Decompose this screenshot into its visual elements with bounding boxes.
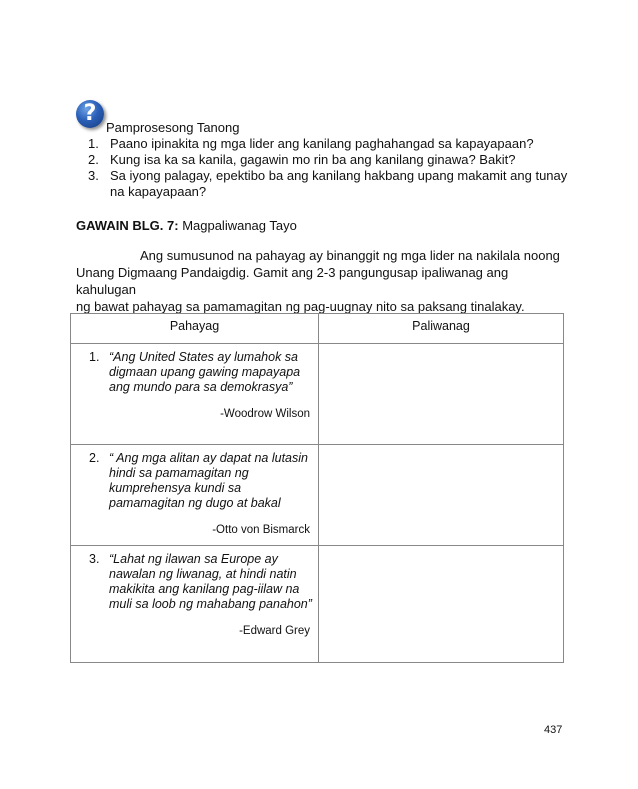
activity-heading	[76, 218, 297, 233]
question-number: 1.	[88, 136, 99, 151]
processing-questions-list	[88, 136, 568, 200]
question-text: Paano ipinakita ng mga lider ang kanilang paghahangad sa kapayapaan?	[110, 136, 534, 151]
question-mark-icon: ?	[76, 100, 104, 128]
processing-questions-title: Pamprosesong Tanong	[106, 120, 240, 135]
quote-number: 3.	[89, 552, 100, 566]
table-row	[71, 445, 564, 546]
quote-number: 2.	[89, 451, 100, 465]
question-number: 3.	[88, 168, 99, 183]
quotes-table	[70, 313, 564, 663]
quote-text: “Lahat ng ilawan sa Europe ay nawalan ng liwanag, at hindi natin makikita ang kanilang pag-iilaw na muli sa loob ng mahabang panahon”	[109, 552, 312, 611]
question-text: Kung isa ka sa kanila, gagawin mo rin ba ang kanilang ginawa? Bakit?	[110, 152, 516, 167]
header-pahayag: Pahayag	[71, 314, 319, 344]
instruction-line: Ang sumusunod na pahayag ay binanggit ng mga lider na nakilala noong	[140, 248, 560, 263]
quote-text: “ Ang mga alitan ay dapat na lutasin hindi sa pamamagitan ng kumprehensya kundi sa pamamagitan ng dugo at bakal	[109, 451, 308, 510]
question-number: 2.	[88, 152, 99, 167]
question-item	[88, 168, 568, 200]
quote-cell	[71, 445, 319, 546]
quote-number: 1.	[89, 350, 100, 364]
question-item	[88, 152, 568, 168]
quote-author: -Otto von Bismarck	[212, 524, 310, 536]
page-number: 437	[544, 724, 563, 736]
instruction-line: Unang Digmaang Pandaigdig. Gamit ang 2-3 pangungusap ipaliwanag ang kahulugan	[76, 265, 509, 297]
quote-cell	[71, 546, 319, 663]
activity-instructions	[76, 247, 568, 315]
table-header-row	[71, 314, 564, 344]
table-row	[71, 344, 564, 445]
question-item	[88, 136, 568, 152]
header-paliwanag: Paliwanag	[319, 314, 564, 344]
activity-title: Magpaliwanag Tayo	[182, 218, 297, 233]
quote-author: -Edward Grey	[239, 625, 310, 637]
table-row	[71, 546, 564, 663]
quote-author: -Woodrow Wilson	[220, 408, 310, 420]
activity-label: GAWAIN BLG. 7:	[76, 218, 179, 233]
instruction-line: ng bawat pahayag sa pamamagitan ng pag-uugnay nito sa paksang tinalakay.	[76, 299, 525, 314]
quote-text: “Ang United States ay lumahok sa digmaan upang gawing mapayapa ang mundo para sa demokrasya”	[109, 350, 301, 394]
explanation-cell[interactable]	[319, 445, 564, 546]
quote-cell	[71, 344, 319, 445]
explanation-cell[interactable]	[319, 546, 564, 663]
question-text: Sa iyong palagay, epektibo ba ang kanilang hakbang upang makamit ang tunay na kapayapaan?	[110, 168, 568, 199]
explanation-cell[interactable]	[319, 344, 564, 445]
